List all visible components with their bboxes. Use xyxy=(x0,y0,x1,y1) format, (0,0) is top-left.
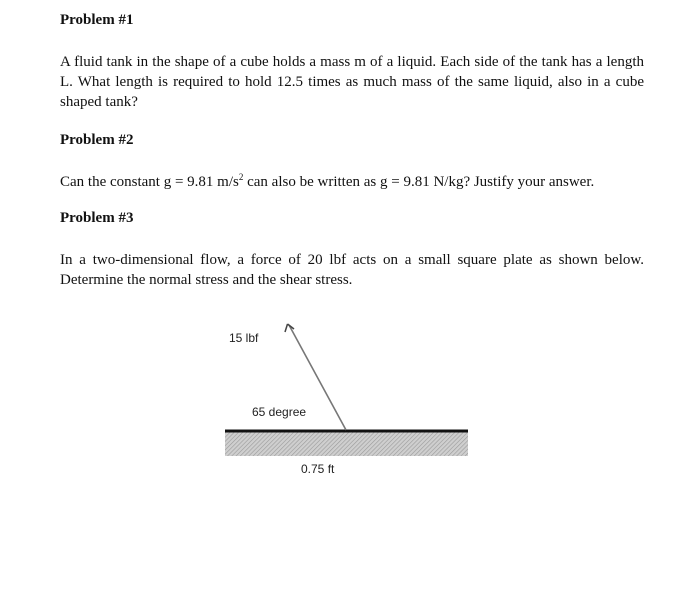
problem-2-text-before: Can the constant g = 9.81 m/s xyxy=(60,174,239,190)
problem-1-heading: Problem #1 xyxy=(60,12,134,28)
problem-2-heading: Problem #2 xyxy=(60,132,134,148)
angle-label: 65 degree xyxy=(252,405,307,419)
force-label: 15 lbf xyxy=(229,331,259,345)
problem-2-text-after: can also be written as g = 9.81 N/kg? Justify your answer. xyxy=(243,174,595,190)
problem-1-text: A fluid tank in the shape of a cube holds a mass m of a liquid. Each side of the tank has a length L. What length is required to hold 12.5 times as much mass of the same liquid, also in a cube shaped tank? xyxy=(60,54,644,110)
plate-hatching xyxy=(225,432,468,456)
problem-3-heading: Problem #3 xyxy=(60,210,134,226)
problem-3-text: In a two-dimensional flow, a force of 20 lbf acts on a small square plate as shown below. Determine the normal stress and the shear stress. xyxy=(60,252,644,288)
problem-2-superscript: 2 xyxy=(238,172,244,182)
length-label: 0.75 ft xyxy=(301,462,335,476)
